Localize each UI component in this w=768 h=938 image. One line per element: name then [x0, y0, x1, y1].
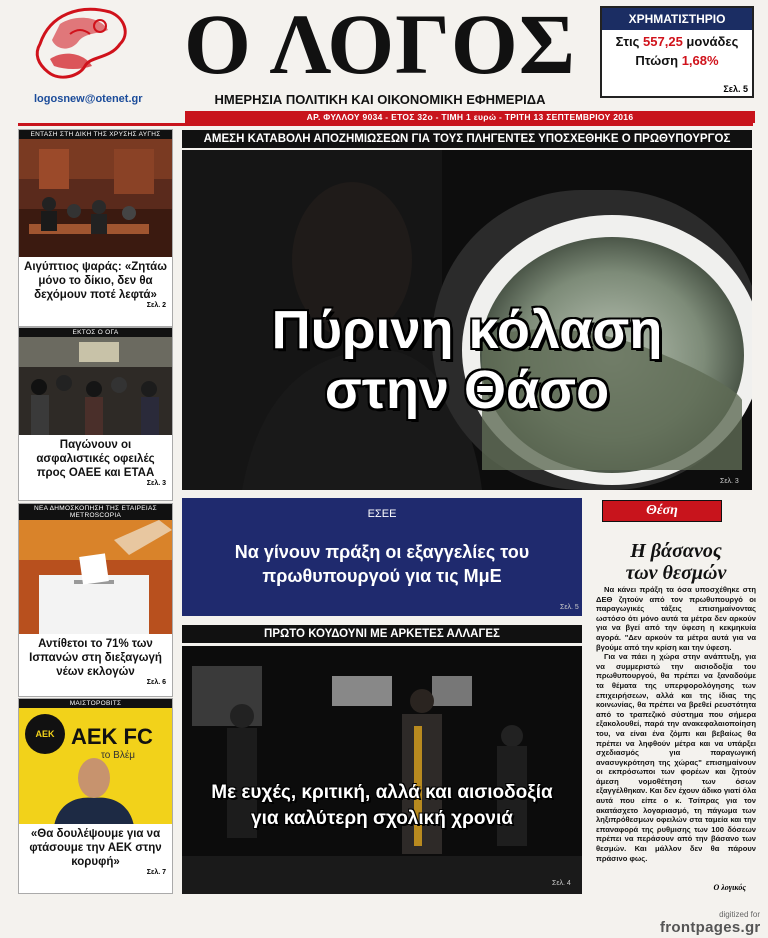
school-story-banner: ΠΡΩΤΟ ΚΟΥΔΟΥΝΙ ΜΕ ΑΡΚΕΤΕΣ ΑΛΛΑΓΕΣ [182, 625, 582, 643]
newspaper-title: Ο ΛΟΓΟΣ [183, 0, 577, 92]
story-headline: Αντίθετοι το 71% των Ισπανών στη διεξαγωγή νέων εκλογών [29, 638, 162, 678]
esee-headline: Να γίνουν πράξη οι εξαγγελίες του πρωθυπουργού για τις ΜμΕ [234, 542, 530, 586]
market-change-line: Πτώση 1,68% [635, 53, 719, 68]
sidebar-story-2[interactable] [18, 327, 173, 501]
lead-story-banner: ΑΜΕΣΗ ΚΑΤΑΒΟΛΗ ΑΠΟΖΗΜΙΩΣΕΩΝ ΓΙΑ ΤΟΥΣ ΠΛΗΓΕΝΤΕΣ ΥΠΟΣΧΕΘΗΚΕ Ο ΠΡΩΘΥΠΟΥΡΓΟΣ [182, 130, 752, 148]
aek-emblem-icon: ΑΕΚ [25, 714, 65, 754]
editorial-paragraph: Για να πάει η χώρα στην ανάπτυξη, για να συμμεριστώ την αισιοδοξία του πρωθυπουργού, θα πρέπει να ξαναδούμε τα θέματα της υπερφορολόγησης των επιχειρήσεων, αλλά και της ίδιας της κοινωνίας, θα πρέπει να βρεθεί ρευστότητα από το τραπεζικό σύστημα που σήμερα εξακολουθεί, παρά την ανακεφαλαιοποίηση του, να είναι ένα ζόμπι και βεβαίως θα πρέπει να ληφθούν μέτρα και να υπάρξει σχεδιασμός για παραγωγική ανασυγκρότηση της χώρας" επισημαίνουν οι εκπρόσωποι των φορέων και ζητούν άμεση νομοθέτηση των όσων εξαγγέλθηκαν. Και δεν έχουν άδικο γιατί όλα αυτά που είπε ο κ. Τσίπρας για τον ακατάσχετο λογαριασμό, τη πάγωμα των ληξιπρόθεσμων οφειλών στα ταμεία και την επαναφορά της ρυθμισης των 100 δόσεων πρέπει να περάσουν από την βάσανο των θεσμών. Και μάλλον δεν θα πάρουν πράσινο φως. [596, 652, 756, 863]
frontpages-link[interactable]: frontpages.gr [660, 919, 761, 936]
crowd-office-photo [19, 337, 172, 435]
market-heading: ΧΡΗΜΑΤΙΣΤΗΡΙΟ [602, 8, 752, 30]
school-story-headline: Με ευχές, κριτική, αλλά και αισιοδοξία για καλύτερη σχολική χρονιά [211, 782, 553, 829]
issue-line: ΑΡ. ΦΥΛΛΟΥ 9034 - ΕΤΟΣ 32ο - ΤΙΜΗ 1 ευρώ - ΤΡΙΤΗ 13 ΣΕΠΤΕΜΒΡΙΟΥ 2016 [306, 112, 634, 122]
editorial-paragraph: Να κάνει πράξη τα όσα υποσχέθηκε στη ΔΕΘ ζητούν από τον πρωθυπουργό οι παραγωγικές τάξεις επισημαίνοντας ωστόσο ότι μόνο αυτά τα μέτρα δεν αρκούν για να βγεί από την ύφεση η κεκμηκυία αγορά. "Δεν αρκούν τα μέτρα αυτά για να βγούμε από την κρίση και την ύφεση. [596, 585, 756, 652]
newspaper-subtitle: ΗΜΕΡΗΣΙΑ ΠΟΛΙΤΙΚΗ ΚΑΙ ΟΙΚΟΝΟΜΙΚΗ ΕΦΗΜΕΡΙΔΑ [214, 92, 546, 107]
lead-story-headline: Πύρινη κόλαση στην Θάσο [271, 300, 663, 420]
sidebar-story-1[interactable] [18, 129, 173, 327]
sidebar-story-4[interactable] [18, 698, 173, 894]
esee-page-ref: Σελ. 5 [560, 604, 579, 611]
story-headline: Αιγύπτιος ψαράς: «Ζητάω μόνο το δίκιο, δεν θα δεχόμουν ποτέ λεφτά» [24, 261, 167, 301]
ballot-box-photo [19, 520, 172, 634]
lead-story-page-ref: Σελ. 3 [720, 478, 739, 485]
story-headline: Παγώνουν οι ασφαλιστικές οφειλές προς ΟΑΕΕ και ΕΤΑΑ [36, 439, 155, 479]
esee-kicker: ΕΣΕΕ [367, 508, 397, 520]
contact-email[interactable]: logosnew@otenet.gr [34, 93, 143, 105]
editorial-signature: Ο λογικός [713, 883, 746, 892]
editorial-body [596, 585, 756, 863]
story-page-ref: Σελ. 2 [146, 302, 166, 309]
stock-market-box [600, 6, 754, 98]
story-page-ref: Σελ. 7 [146, 869, 166, 876]
market-index-value: 557,25 [643, 34, 683, 49]
masthead-rule [18, 123, 753, 126]
story-kicker: ΕΝΤΑΣΗ ΣΤΗ ΔΙΚΗ ΤΗΣ ΧΡΥΣΗΣ ΑΥΓΗΣ [19, 130, 172, 139]
market-page-ref: Σελ. 5 [723, 84, 748, 94]
school-page-ref: Σελ. 4 [552, 880, 571, 887]
market-index-line: Στις 557,25 μονάδες [615, 34, 739, 49]
story-page-ref: Σελ. 3 [146, 480, 166, 487]
story-page-ref: Σελ. 6 [146, 679, 166, 686]
story-kicker: ΜΑΙΣΤΟΡΟΒΙΤΣ [19, 699, 172, 708]
newspaper-logo-illustration [30, 4, 140, 86]
story-kicker: ΕΚΤΟΣ Ο ΟΓΑ [19, 328, 172, 337]
editorial-tab: Θέση [602, 500, 722, 522]
editorial-title: Η βάσανος των θεσμών [625, 540, 727, 584]
courtroom-photo [19, 139, 172, 257]
aek-coach-photo [19, 708, 172, 824]
digitized-credit[interactable]: digitized for frontpages.gr [660, 910, 761, 936]
aek-sign: ΑΕΚ FC [71, 724, 153, 749]
story-headline: «Θα δουλέψουμε για να φτάσουμε την ΑΕΚ στην κορυφή» [29, 828, 162, 868]
sidebar-story-3[interactable] [18, 503, 173, 697]
market-change-value: 1,68% [681, 53, 719, 68]
aek-sign-2: το Βλέμ [101, 750, 136, 761]
story-kicker: ΝΕΑ ΔΗΜΟΣΚΟΠΗΣΗ ΤΗΣ ΕΤΑΙΡΕΙΑΣ METROSCOPIA [19, 504, 172, 520]
school-blessing-photo [182, 646, 582, 894]
